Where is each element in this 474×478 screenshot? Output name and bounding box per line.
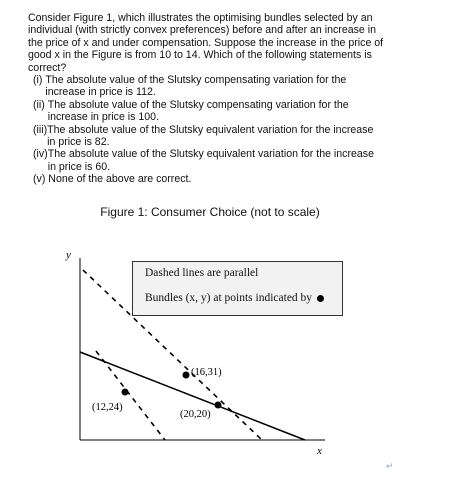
option-number: (i) [33,74,46,87]
legend-bundle-note [145,292,324,304]
legend-bundle-text: Bundles (x, y) at points indicated by [145,292,313,304]
stem-line: individual (with strictly convex preferences) before and after an increase in [28,24,377,37]
figure-title: Figure 1: Consumer Choice (not to scale) [100,205,320,219]
return-arrow-icon: ↵ [386,461,394,471]
point-label: (16,31) [191,367,222,378]
option-text: The absolute value of the Slutsky equivalent variation for the increase [47,123,374,136]
bundle-point-20-20 [215,402,222,409]
stem-line: correct? [28,61,67,74]
stem-line: good x in the Figure is from 10 to 14. Which of the following statements is [28,49,372,62]
stem-line: the price of x and under compensation. Suppose the increase in the price of [28,36,384,49]
option-text: None of the above are correct. [48,173,192,186]
option-text: increase in price is 112. [45,86,156,99]
bundle-point-16-31 [183,372,190,379]
legend-parallel-note: Dashed lines are parallel [145,267,259,279]
stem-line: Consider Figure 1, which illustrates the optimising bundles selected by an [28,12,373,24]
option-text: in price is 82. [47,136,110,149]
option-text: increase in price is 100. [47,111,160,124]
solid-budget-line [80,352,305,440]
option-number: (iv) [33,148,48,161]
x-axis-label: x [317,445,322,457]
option-number: (ii) [33,98,48,111]
option-text: The absolute value of the Slutsky compensating variation for the [47,98,349,111]
option-text: in price is 60. [47,160,111,173]
figure-legend [132,261,343,316]
option-number: (v) [33,173,49,186]
option-text: The absolute value of the Slutsky compensating variation for the [45,74,347,87]
bundle-point-12-24 [122,389,129,396]
point-label: (20,20) [180,409,211,420]
point-label: (12,24) [92,402,123,413]
bundle-dot-icon [317,295,324,302]
option-text: The absolute value of the Slutsky equivalent variation for the increase [47,148,374,161]
option-number: (iii) [33,123,48,136]
dashed-budget-line-lower [96,351,165,440]
y-axis-label: y [66,249,71,261]
